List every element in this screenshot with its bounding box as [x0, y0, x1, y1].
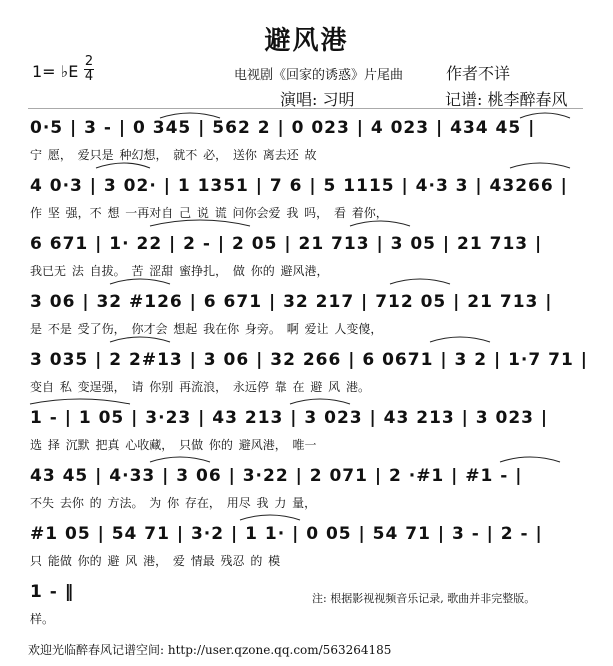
score-notes-line: 4 0·3 | 3 02· | 1 1351 | 7 6 | 5 1115 | 4·3 3 | 43266 |	[30, 176, 568, 196]
score-notes-line: 6 671 | 1· 22 | 2 - | 2 05 | 21 713 | 3 05 | 21 713 |	[30, 234, 543, 254]
score-lyrics-line: 宁 愿， 爱只是 种幻想， 就不 必， 送你 离去还 故	[30, 148, 317, 162]
meter-bottom: 4	[84, 69, 94, 84]
song-title: 避风港	[264, 26, 349, 56]
score-notes-line: 3 06 | 32 #126 | 6 671 | 32 217 | 712 05 | 21 713 |	[30, 292, 553, 312]
score-notes-line: 43 45 | 4·33 | 3 06 | 3·22 | 2 071 | 2 ·#1 | #1 - |	[30, 466, 523, 486]
singer: 演唱: 习明	[280, 90, 355, 109]
score-notes-line: 1 - | 1 05 | 3·23 | 43 213 | 3 023 | 43 213 | 3 023 |	[30, 408, 549, 428]
score-lyrics-line: 不失 去你 的 方法。 为 你 存在， 用尽 我 力 量，	[30, 496, 317, 510]
transcription-note: 注: 根据影视视频音乐记录, 歌曲并非完整版。	[312, 592, 536, 605]
composer: 作者不详	[446, 64, 511, 83]
score-notes-line: #1 05 | 54 71 | 3·2 | 1 1· | 0 05 | 54 71 | 3 - | 2 - |	[30, 524, 543, 544]
song-subtitle: 电视剧《回家的诱惑》片尾曲	[234, 68, 404, 83]
score-notes-line: 1 - ‖	[30, 582, 75, 602]
score-notes-line: 3 035 | 2 2#13 | 3 06 | 32 266 | 6 0671 | 3 2 | 1·7 71 |	[30, 350, 588, 370]
score-lyrics-line: 样。	[30, 612, 55, 626]
score-lyrics-line: 我已无 法 自拔。 苦 涩甜 蜜挣扎， 做 你的 避风港，	[30, 264, 329, 278]
score-lyrics-line: 只 能做 你的 避 风 港， 爱 情最 残忍 的 模	[30, 554, 281, 568]
score-lyrics-line: 变自 私 变逞强， 请 你别 再流浪， 永远停 靠 在 避 风 港。	[30, 380, 370, 394]
key-signature: 1= ♭E	[32, 62, 79, 81]
meter-top: 2	[84, 54, 94, 69]
footer-link[interactable]: 欢迎光临醉春风记谱空间: http://user.qzone.qq.com/563264185	[28, 643, 392, 657]
transcriber: 记谱: 桃李醉春风	[445, 90, 568, 109]
score-notes-line: 0·5 | 3 - | 0 345 | 562 2 | 0 023 | 4 023 | 434 45 |	[30, 118, 536, 138]
score-lyrics-line: 选 择 沉默 把真 心收藏， 只做 你的 避风港， 唯一	[30, 438, 317, 452]
score-lyrics-line: 是 不是 受了伤， 你才会 想起 我在你 身旁。 啊 爱让 人变傻，	[30, 322, 383, 336]
score-lyrics-line: 作 坚 强，不 想 一再对自 己 说 谎 问你会爱 我 吗， 看 着你，	[30, 206, 388, 220]
